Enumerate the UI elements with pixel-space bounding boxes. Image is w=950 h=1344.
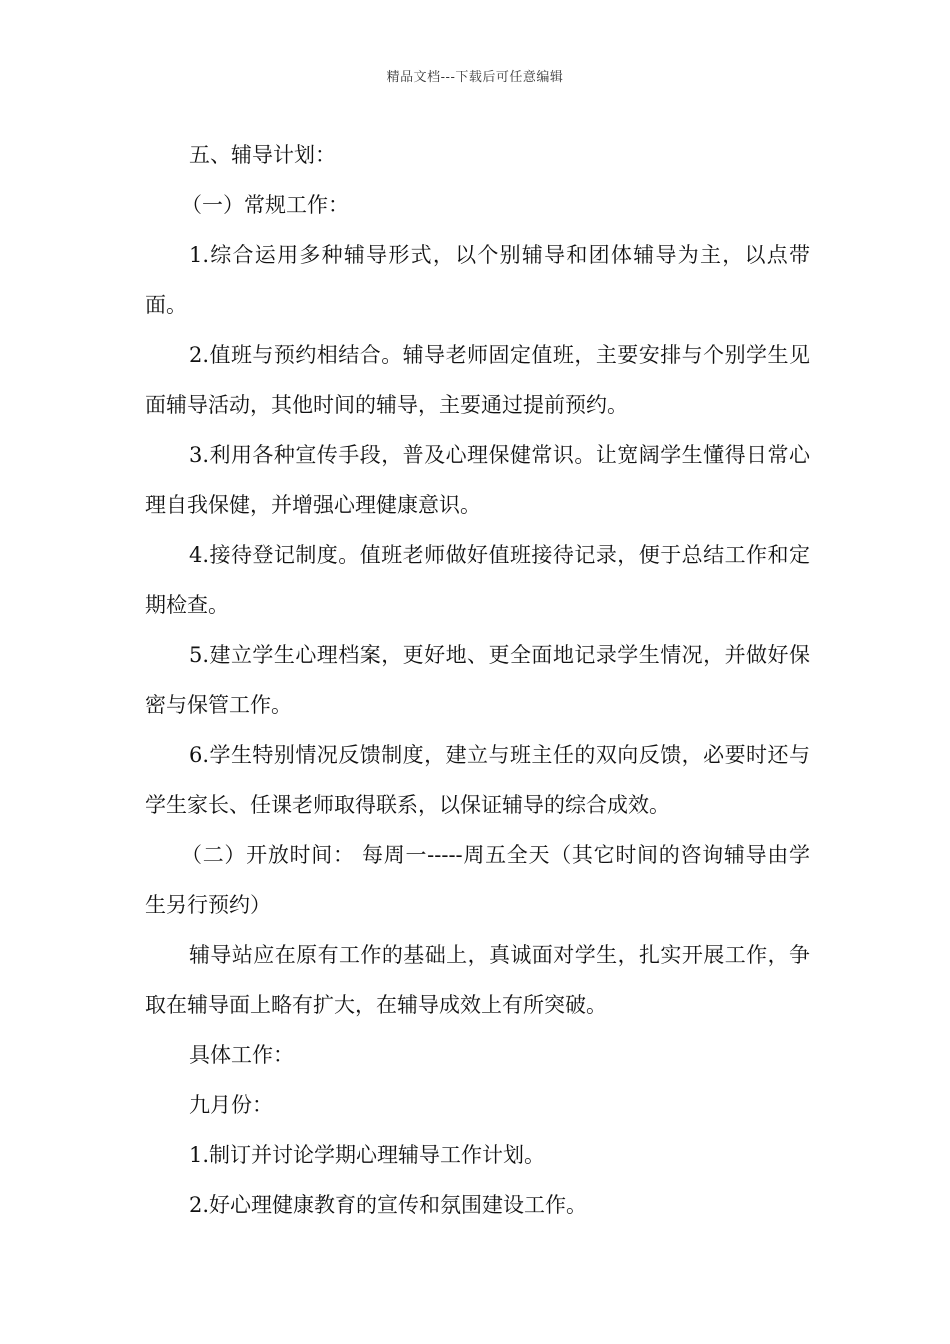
paragraph: 辅导站应在原有工作的基础上，真诚面对学生，扎实开展工作，争取在辅导面上略有扩大，在辅导成效上有所突破。 xyxy=(145,943,810,1017)
paragraph: 2.值班与预约相结合。辅导老师固定值班，主要安排与个别学生见面辅导活动，其他时间的辅导，主要通过提前预约。 xyxy=(145,343,810,417)
paragraph: 6.学生特别情况反馈制度，建立与班主任的双向反馈，必要时还与学生家长、任课老师取得联系，以保证辅导的综合成效。 xyxy=(145,743,810,817)
subsection-heading: （一）常规工作： xyxy=(181,193,349,217)
paragraph: 5.建立学生心理档案，更好地、更全面地记录学生情况，并做好保密与保管工作。 xyxy=(145,643,810,717)
paragraph: 3.利用各种宣传手段，普及心理保健常识。让宽阔学生懂得日常心理自我保健，并增强心理健康意识。 xyxy=(145,443,810,517)
paragraph: 2.好心理健康教育的宣传和氛围建设工作。 xyxy=(189,1193,588,1217)
subsection-paragraph: （二）开放时间： 每周一-----周五全天（其它时间的咨询辅导由学生另行预约） xyxy=(145,843,810,917)
paragraph: 具体工作： xyxy=(189,1043,294,1067)
paragraph: 1.综合运用多种辅导形式，以个别辅导和团体辅导为主，以点带面。 xyxy=(145,243,810,317)
paragraph: 4.接待登记制度。值班老师做好值班接待记录，便于总结工作和定期检查。 xyxy=(145,543,810,617)
paragraph: 九月份： xyxy=(189,1093,273,1117)
paragraph: 1.制订并讨论学期心理辅导工作计划。 xyxy=(189,1143,546,1167)
document-body xyxy=(145,130,810,1230)
page-header: 精品文档---下载后可任意编辑 xyxy=(386,70,564,85)
section-heading: 五、辅导计划： xyxy=(189,143,336,167)
